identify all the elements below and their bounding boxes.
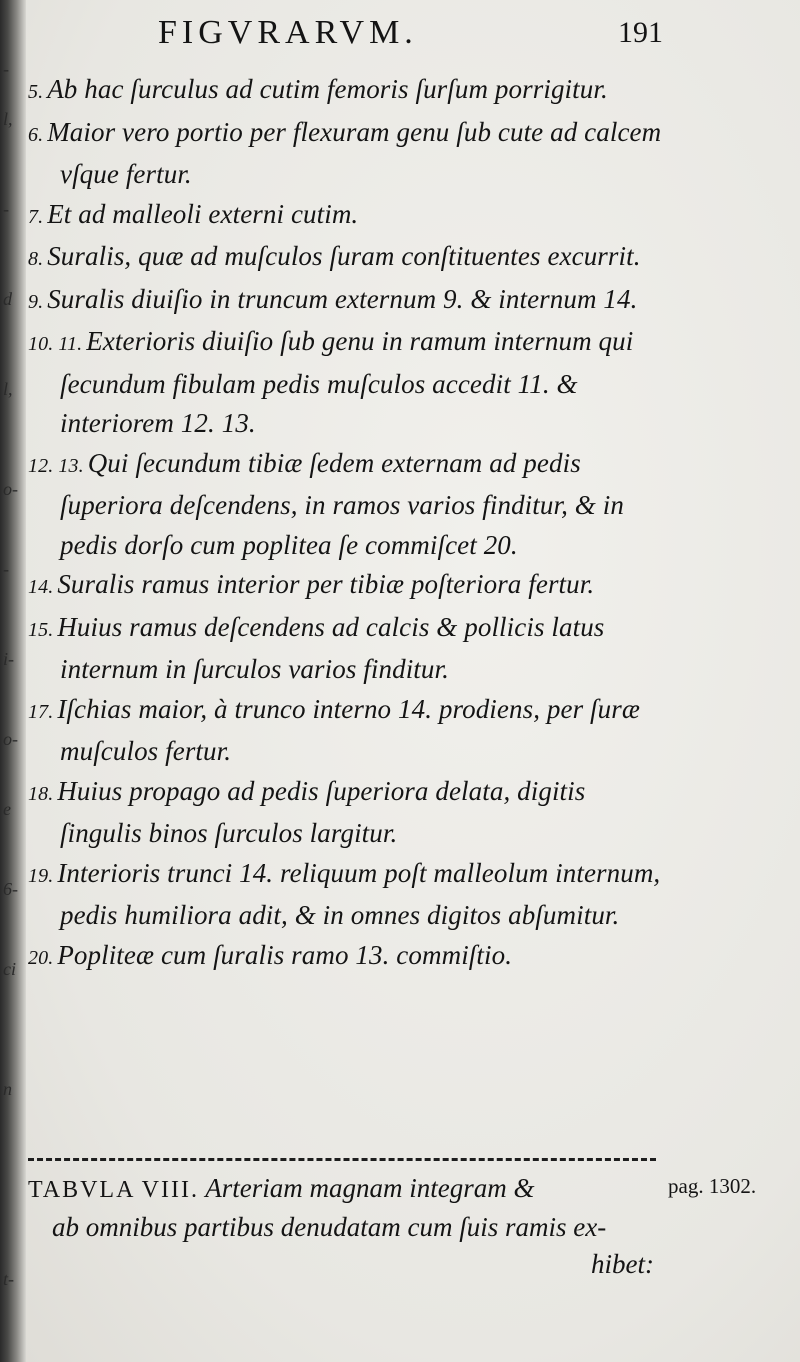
legend-entry <box>28 854 668 936</box>
entry-number: 7. <box>28 205 44 228</box>
legend-entry <box>28 280 668 323</box>
margin-fragment: e <box>3 799 11 819</box>
entry-number: 9. <box>28 290 44 313</box>
legend-entry <box>28 772 668 854</box>
entry-text: Maior vero portio per flexuram genu ſub cute ad calcem vſque fertur. <box>47 116 662 189</box>
legend-entry <box>28 195 668 238</box>
margin-fragment: i- <box>3 649 14 669</box>
entry-number: 17. <box>28 700 54 723</box>
margin-fragment: - <box>3 199 9 219</box>
entry-text: Et ad malleoli externi cutim. <box>47 198 359 229</box>
tabula-text-2: ab omnibus partibus denudatam cum ſuis ramis ex- <box>52 1212 607 1242</box>
legend-entry <box>28 936 668 979</box>
tabula-caption <box>28 1170 668 1283</box>
entry-number: 6. <box>28 123 44 146</box>
entry-number: 20. <box>28 946 54 969</box>
legend-entry <box>28 70 668 113</box>
margin-fragment: o- <box>3 729 18 749</box>
section-divider <box>28 1158 656 1161</box>
margin-fragment: d <box>3 289 12 309</box>
tabula-text-3: hibet: <box>591 1249 654 1279</box>
entry-text: Exterioris diuiſio ſub genu in ramum internum qui ſecundum fibulam pedis muſculos accedit 11. & interiorem 12. 13. <box>60 326 634 438</box>
entry-number: 14. <box>28 576 54 598</box>
entry-text: Ab hac ſurculus ad cutim femoris ſurſum porrigitur. <box>47 74 608 104</box>
entry-number: 18. <box>28 782 54 805</box>
margin-fragment: o- <box>3 479 18 499</box>
legend-entry <box>28 322 668 444</box>
entry-text: Popliteæ cum ſuralis ramo 13. commiſtio. <box>57 939 513 970</box>
running-title: FIGVRARVM. <box>158 14 418 51</box>
page-header <box>0 14 800 58</box>
legend-entry <box>28 565 668 608</box>
entry-number: 8. <box>28 248 44 270</box>
margin-fragment: - <box>3 59 9 79</box>
margin-fragment: l, <box>3 379 13 399</box>
entry-number: 12. 13. <box>28 454 84 477</box>
margin-fragment: - <box>3 559 9 579</box>
margin-fragment: n <box>3 1079 12 1099</box>
legend-entry <box>28 237 668 280</box>
margin-fragment: t- <box>3 1269 14 1289</box>
legend-entry <box>28 444 668 566</box>
entry-number: 15. <box>28 618 54 641</box>
margin-fragment: l, <box>3 109 13 129</box>
tabula-label: TABVLA VIII. <box>28 1177 199 1203</box>
entry-text: Huius propago ad pedis ſuperiora delata, digitis ſingulis binos ſurculos largitur. <box>57 775 586 848</box>
entry-text: Huius ramus deſcendens ad calcis & pollicis latus internum in ſurculos varios finditur. <box>57 611 605 684</box>
entry-text: Suralis diuiſio in truncum externum 9. & internum 14. <box>47 283 638 314</box>
entry-number: 5. <box>28 81 44 103</box>
tabula-line-1 <box>28 1170 668 1209</box>
legend-entry <box>28 608 668 690</box>
page-reference-note: pag. 1302. <box>668 1174 757 1198</box>
page-number: 191 <box>618 16 663 49</box>
entry-text: Suralis ramus interior per tibiæ poſteriora fertur. <box>57 569 595 599</box>
figure-legend-list <box>28 70 668 978</box>
legend-entry <box>28 113 668 195</box>
entry-text: Iſchias maior, à trunco interno 14. prodiens, per ſuræ muſculos fertur. <box>57 693 640 766</box>
entry-text: Qui ſecundum tibiæ ſedem externam ad pedis ſuperiora deſcendens, in ramos varios finditur, & in pedis dorſo cum poplitea ſe commiſcet 20. <box>60 447 624 560</box>
legend-entry <box>28 690 668 772</box>
entry-text: Suralis, quæ ad muſculos ſuram conſtituentes excurrit. <box>47 241 641 271</box>
entry-number: 10. 11. <box>28 333 83 355</box>
entry-text: Interioris trunci 14. reliquum poſt malleolum internum, pedis humiliora adit, & in omnes digitos abſumitur. <box>57 857 661 930</box>
entry-number: 19. <box>28 864 54 887</box>
margin-fragment: ci <box>3 959 16 979</box>
tabula-text-1: Arteriam magnam integram & <box>205 1173 535 1203</box>
margin-fragment: 6- <box>3 879 18 899</box>
